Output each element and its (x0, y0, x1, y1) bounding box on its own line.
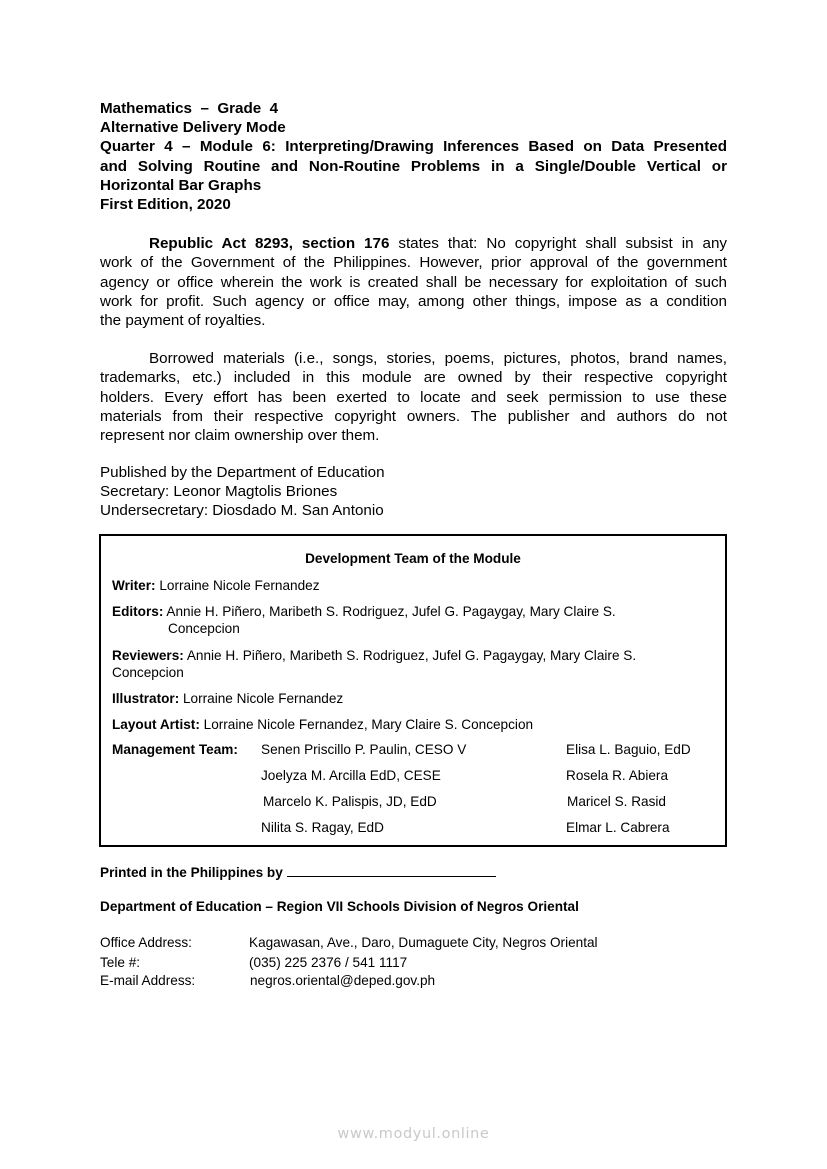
editors-names: Annie H. Piñero, Maribeth S. Rodriguez, Jufel G. Pagaygay, Mary Claire S. (163, 604, 616, 619)
reviewers-names-continued: Concepcion (112, 665, 184, 680)
office-address-value: Kagawasan, Ave., Daro, Dumaguete City, Negros Oriental (249, 935, 598, 950)
reviewers-row (112, 647, 712, 681)
module-title-line1: Quarter 4 – Module 6: Interpreting/Drawing Inferences Based on Data Presented (100, 138, 727, 156)
development-team-box (99, 534, 727, 847)
module-title-line3: Horizontal Bar Graphs (100, 176, 262, 194)
writer-row (112, 577, 712, 594)
layout-artist-row (112, 716, 712, 733)
borrowed-line-3: holders. Every effort has been exerted to locate and seek permission to use these (100, 388, 727, 406)
illustrator-row (112, 690, 712, 707)
module-title-line2: and Solving Routine and Non-Routine Problems in a Single/Double Vertical or (100, 157, 727, 175)
editors-label: Editors: (112, 604, 164, 619)
copyright-line-3: agency or office wherein the work is created shall be necessary for exploitation of such (100, 273, 727, 291)
watermark: www.modyul.online (337, 1126, 490, 1142)
undersecretary: Undersecretary: Diosdado M. San Antonio (100, 502, 384, 520)
copyright-line-5: the payment of royalties. (100, 312, 266, 330)
borrowed-line-5: represent nor claim ownership over them. (100, 427, 380, 445)
management-team-label: Management Team: (112, 742, 238, 757)
management-member: Elmar L. Cabrera (566, 820, 670, 835)
email-row (100, 973, 435, 988)
office-address-label: Office Address: (100, 935, 192, 950)
telephone-label: Tele #: (100, 955, 141, 970)
writer-name: Lorraine Nicole Fernandez (155, 578, 320, 593)
management-member: Joelyza M. Arcilla EdD, CESE (261, 768, 441, 783)
reviewers-names: Annie H. Piñero, Maribeth S. Rodriguez, Jufel G. Pagaygay, Mary Claire S. (183, 648, 637, 663)
writer-label: Writer: (112, 578, 156, 593)
management-member: Senen Priscillo P. Paulin, CESO V (261, 742, 467, 757)
illustrator-name: Lorraine Nicole Fernandez (179, 691, 344, 706)
telephone-value: (035) 225 2376 / 541 1117 (249, 955, 408, 970)
editors-names-continued: Concepcion (168, 621, 240, 636)
printed-by-line (100, 864, 496, 880)
layout-artist-names: Lorraine Nicole Fernandez, Mary Claire S. Concepcion (199, 717, 534, 732)
printed-by-label: Printed in the Philippines by (100, 865, 283, 880)
layout-artist-label: Layout Artist: (112, 717, 200, 732)
illustrator-label: Illustrator: (112, 691, 180, 706)
borrowed-materials-paragraph (100, 349, 727, 445)
email-label: E-mail Address: (100, 973, 196, 988)
edition: First Edition, 2020 (100, 196, 231, 214)
printer-blank-line (287, 864, 496, 877)
telephone-row (100, 955, 407, 970)
management-member: Maricel S. Rasid (567, 794, 666, 809)
management-member: Rosela R. Abiera (566, 768, 669, 783)
borrowed-line-4: materials from their respective copyright owners. The publisher and authors do not (100, 407, 727, 425)
reviewers-label: Reviewers: (112, 648, 184, 663)
region-heading: Department of Education – Region VII Schools Division of Negros Oriental (100, 899, 579, 914)
publisher-info (100, 463, 385, 521)
editors-row (112, 603, 712, 637)
copyright-line-2: work of the Government of the Philippines. However, prior approval of the government (100, 254, 727, 272)
title-block (100, 99, 727, 214)
borrowed-line-2: trademarks, etc.) included in this module are owned by their respective copyright (100, 369, 727, 387)
borrowed-line-1: Borrowed materials (i.e., songs, stories, poems, pictures, photos, brand names, (149, 350, 727, 367)
republic-act-reference: Republic Act 8293, section 176 (149, 235, 390, 252)
management-member: Elisa L. Baguio, EdD (566, 742, 691, 757)
management-member: Nilita S. Ragay, EdD (261, 820, 384, 835)
published-by: Published by the Department of Education (100, 464, 385, 481)
development-team-heading: Development Team of the Module (305, 551, 521, 566)
copyright-line-4: work for profit. Such agency or office may, among other things, impose as a condition (100, 292, 727, 310)
office-address-row (100, 935, 598, 950)
subject-grade: Mathematics – Grade 4 (100, 100, 279, 117)
copyright-line-1: Republic Act 8293, section 176 states that: No copyright shall subsist in any (149, 235, 728, 252)
delivery-mode: Alternative Delivery Mode (100, 119, 286, 137)
secretary: Secretary: Leonor Magtolis Briones (100, 483, 338, 501)
email-value: negros.oriental@deped.gov.ph (250, 973, 436, 988)
management-member: Marcelo K. Palispis, JD, EdD (263, 794, 437, 809)
copyright-paragraph (100, 234, 727, 330)
